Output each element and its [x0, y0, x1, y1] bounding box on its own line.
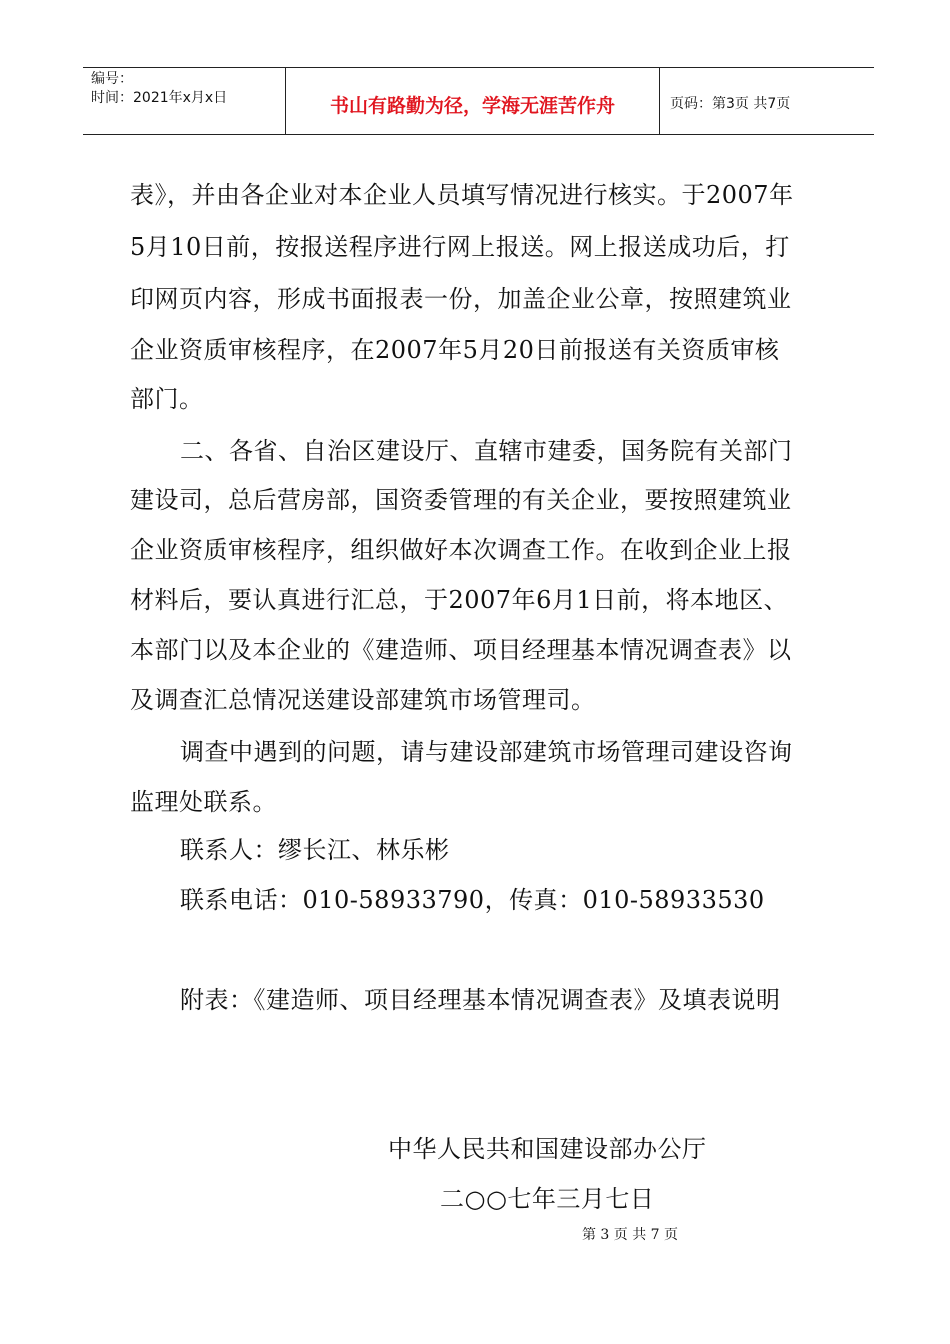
body-line: 部门。	[130, 385, 204, 413]
issuer-signature: 中华人民共和国建设部办公厅	[388, 1135, 707, 1163]
attachment-line: 附表：《建造师、项目经理基本情况调查表》及填表说明	[180, 986, 781, 1014]
body-line: 企业资质审核程序，在2007年5月20日前报送有关资质审核	[130, 336, 780, 364]
body-line: 企业资质审核程序，组织做好本次调查工作。在收到企业上报	[130, 536, 792, 564]
body-line: 调查中遇到的问题，请与建设部建筑市场管理司建设咨询	[180, 738, 793, 766]
document-time: 时间：2021年x月x日	[91, 90, 228, 106]
issue-date: 二○○七年三月七日	[440, 1185, 655, 1213]
contact-phone: 联系电话：010-58933790，传真：010-58933530	[180, 886, 765, 914]
page-footer: 第 3 页 共 7 页	[581, 1227, 679, 1243]
contact-person: 联系人：缪长江、林乐彬	[180, 836, 450, 864]
header-meta	[83, 68, 286, 134]
body-line: 材料后，要认真进行汇总，于2007年6月1日前，将本地区、	[130, 586, 789, 614]
header-page-number: 页码：第3页 共7页	[670, 96, 791, 112]
document-number: 编号：	[91, 71, 133, 87]
body-line: 监理处联系。	[130, 788, 277, 816]
page-header	[83, 67, 874, 135]
header-motto: 书山有路勤为径，学海无涯苦作舟	[286, 68, 660, 134]
body-line: 建设司，总后营房部，国资委管理的有关企业，要按照建筑业	[130, 486, 792, 514]
body-line: 及调查汇总情况送建设部建筑市场管理司。	[130, 686, 596, 714]
body-line: 二、各省、自治区建设厅、直辖市建委，国务院有关部门	[180, 437, 793, 465]
body-line: 表》，并由各企业对本企业人员填写情况进行核实。于2007年	[130, 181, 794, 209]
body-line: 5月10日前，按报送程序进行网上报送。网上报送成功后，打	[130, 233, 790, 261]
body-line: 本部门以及本企业的《建造师、项目经理基本情况调查表》以	[130, 636, 792, 664]
body-line: 印网页内容，形成书面报表一份，加盖企业公章，按照建筑业	[130, 285, 792, 313]
